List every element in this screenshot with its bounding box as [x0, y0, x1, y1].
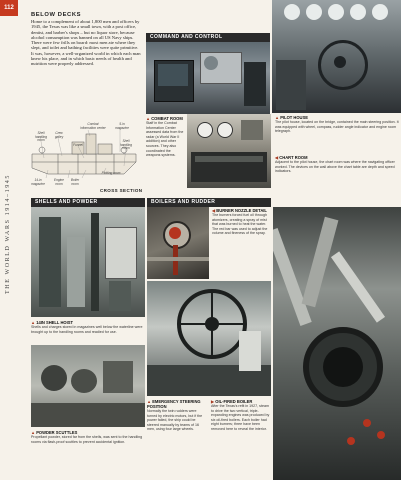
caption-shell-hoist: ▲ 14IN SHELL HOIST Shells and charges stored in magazines well below the waterline were brought up to the handling rooms and readied for use.	[31, 320, 143, 334]
caption-burner-nozzle-text: The burners forced fuel oil through atomizers, creating a spray of mist that was burned to heat the water. The red bar was used to adjust the volume and fineness of the spray.	[212, 213, 268, 236]
caption-emergency-steering-text: Normally the twin rudders were turned by electric motors, but if the power failed, the ship could be steered manually by teams of 16 men, using four large wheels.	[147, 409, 203, 432]
photo-combat-room	[146, 42, 270, 114]
photo-emergency-steering	[147, 281, 271, 396]
label-crew-galley: Crew galley	[54, 131, 64, 139]
photo-chart-room	[187, 114, 271, 188]
caption-burner-nozzle: ◀ BURNER NOZZLE DETAIL The burners forced fuel oil through atomizers, creating a spray of mist that was burned to heat the water. The red bar was used to adjust the volume and fineness of the spray.	[212, 208, 268, 236]
caption-emergency-steering-title: EMERGENCY STEERING POSITION	[147, 399, 201, 409]
label-combat-info: Combat information center	[80, 122, 106, 130]
caption-oil-boiler-title: OIL-FIRED BOILER	[215, 399, 253, 404]
label-engine-room: Engine room	[54, 178, 64, 186]
caption-burner-nozzle-title: BURNER NOZZLE DETAIL	[216, 208, 267, 213]
caption-powder-scuttles: ▲ POWDER SCUTTLES Propellant powder, stored far from the shells, was sent to the handling rooms via flash-proof scuttles to prevent accidental ignition.	[31, 430, 143, 444]
caption-combat-room: ▲ COMBAT ROOM Staff in the Combat Information Center assessed data from the radar (a World War II addition) and other sources. They also coordinated the weapons systems.	[146, 116, 184, 158]
caption-powder-scuttles-title: POWDER SCUTTLES	[36, 430, 78, 435]
section-boilers-and-rudder: BOILERS AND RUDDER	[147, 198, 271, 207]
caption-combat-room-text: Staff in the Combat Information Center assessed data from the radar (a World War II addition) and other sources. They also coordinated the weapons systems.	[146, 121, 184, 158]
photo-burner-nozzle	[147, 207, 209, 279]
side-title: THE WORLD WARS 1914–1945	[5, 173, 11, 294]
photo-oil-fired-boiler	[273, 207, 401, 480]
label-5in-magazine: 5-in magazine	[115, 122, 129, 130]
caption-oil-boiler: ▶ OIL-FIRED BOILER After the Texas's refit in 1927, steam to drive the two vertical, triple-expanding engines was produced by six oil-fired boilers. Each boiler had eight burners; three have been removed here to reveal the interior.	[211, 399, 270, 431]
label-shell-handling-2: Shell handling room	[119, 139, 133, 151]
caption-shell-hoist-text: Shells and charges stored in magazines well below the waterline were brought up to the handling rooms and readied for use.	[31, 325, 143, 334]
page-number: 112	[0, 0, 18, 16]
label-funnel: Funnel	[73, 143, 83, 147]
section-command-and-control: COMMAND AND CONTROL	[146, 33, 270, 42]
caption-combat-room-title: COMBAT ROOM	[151, 116, 183, 121]
caption-chart-room-text: Adjacent to the pilot house, the chart room was where the navigating officer worked. The devices on the wall above the chart table are depth and speed indicators.	[275, 160, 395, 174]
caption-pilot-house-title: PILOT HOUSE	[280, 115, 308, 120]
caption-powder-scuttles-text: Propellant powder, stored far from the shells, was sent to the handling rooms via flash-proof scuttles to prevent accidental ignition.	[31, 435, 143, 444]
caption-oil-boiler-text: After the Texas's refit in 1927, steam to drive the two vertical, triple-expanding engines was produced by six oil-fired boilers. Each boiler had eight burners; three have been removed here to reveal the interior.	[211, 404, 270, 431]
main-body: Home to a complement of about 1,800 men and officers by 1945, the Texas was like a small town, with a post office, dentist, and barber's shops – but no liquor store, because alcohol consumption was banned on all US Navy ships. There were few frills on board: most men ate where they slept, and toilet and bathing facilities were quite primitive. It was, however, a well-organized world in which each man knew his place, and in which basic needs of health and nutrition were properly addressed.	[31, 19, 141, 67]
photo-pilot-house	[272, 0, 401, 113]
section-shells-and-powder: SHELLS AND POWDER	[31, 198, 145, 207]
label-shell-handling: Shell handling room	[34, 131, 48, 143]
photo-powder-scuttles	[31, 345, 145, 427]
main-heading: BELOW DECKS	[31, 12, 82, 18]
caption-chart-room: ◀ CHART ROOM Adjacent to the pilot house, the chart room was where the navigating officer worked. The devices on the wall above the chart table are depth and speed indicators.	[275, 155, 395, 174]
caption-pilot-house-text: The pilot house, located on the bridge, contained the main steering position. It was equipped with wheel, compass, rudder angle indicator and engine room telegraph.	[275, 120, 399, 134]
photo-shell-hoist	[31, 207, 145, 317]
label-14in-magazine: 14-in magazine	[31, 178, 45, 186]
caption-emergency-steering: ▲ EMERGENCY STEERING POSITION Normally the twin rudders were turned by electric motors, but if the power failed, the ship could be steered manually by teams of 16 men, using four large wheels.	[147, 399, 203, 432]
caption-chart-room-title: CHART ROOM	[279, 155, 308, 160]
label-plotting-room: Plotting room	[101, 171, 121, 175]
caption-pilot-house: ▲ PILOT HOUSE The pilot house, located on the bridge, contained the main steering position. It was equipped with wheel, compass, rudder angle indicator and engine room telegraph.	[275, 115, 399, 134]
caption-shell-hoist-title: 14IN SHELL HOIST	[36, 320, 73, 325]
label-boiler-room: Boiler room	[70, 178, 80, 186]
cross-section-title: CROSS SECTION	[100, 188, 143, 193]
